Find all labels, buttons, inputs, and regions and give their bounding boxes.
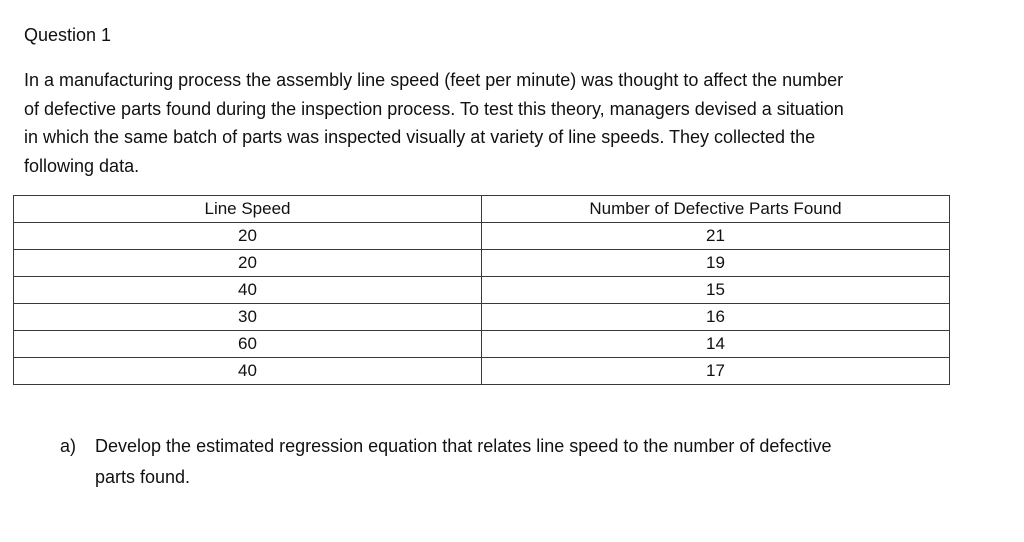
question-part-line: parts found. bbox=[95, 467, 191, 487]
line-speed-cell: 60 bbox=[14, 331, 482, 358]
table-row bbox=[14, 331, 950, 358]
defective-parts-cell: 21 bbox=[482, 223, 950, 250]
question-part-marker: a) bbox=[60, 436, 77, 456]
line-speed-cell: 20 bbox=[14, 223, 482, 250]
question-part-line: Develop the estimated regression equation that relates line speed to the number of defective bbox=[95, 436, 832, 456]
table-row bbox=[14, 250, 950, 277]
table-row bbox=[14, 223, 950, 250]
defective-parts-cell: 17 bbox=[482, 358, 950, 385]
defective-parts-cell: 15 bbox=[482, 277, 950, 304]
line-speed-cell: 40 bbox=[14, 277, 482, 304]
defective-parts-cell: 16 bbox=[482, 304, 950, 331]
line-speed-cell: 40 bbox=[14, 358, 482, 385]
data-table bbox=[13, 195, 950, 385]
question-heading: Question 1 bbox=[24, 25, 112, 45]
column-header-defective-parts: Number of Defective Parts Found bbox=[482, 196, 950, 223]
table-row bbox=[14, 277, 950, 304]
defective-parts-cell: 14 bbox=[482, 331, 950, 358]
problem-statement-line: of defective parts found during the inspection process. To test this theory, managers devised a situation bbox=[24, 98, 844, 119]
problem-statement bbox=[24, 66, 954, 180]
defective-parts-cell: 19 bbox=[482, 250, 950, 277]
table-row bbox=[14, 358, 950, 385]
problem-statement-line: following data. bbox=[24, 155, 140, 176]
column-header-line-speed: Line Speed bbox=[14, 196, 482, 223]
table-row bbox=[14, 304, 950, 331]
table-header-row bbox=[14, 196, 950, 223]
problem-statement-line: In a manufacturing process the assembly line speed (feet per minute) was thought to affect the number bbox=[24, 70, 844, 90]
question-part-text bbox=[95, 431, 960, 493]
problem-statement-line: in which the same batch of parts was inspected visually at variety of line speeds. They collected the bbox=[24, 127, 816, 147]
question-part-a bbox=[60, 431, 960, 493]
line-speed-cell: 30 bbox=[14, 304, 482, 331]
line-speed-cell: 20 bbox=[14, 250, 482, 277]
